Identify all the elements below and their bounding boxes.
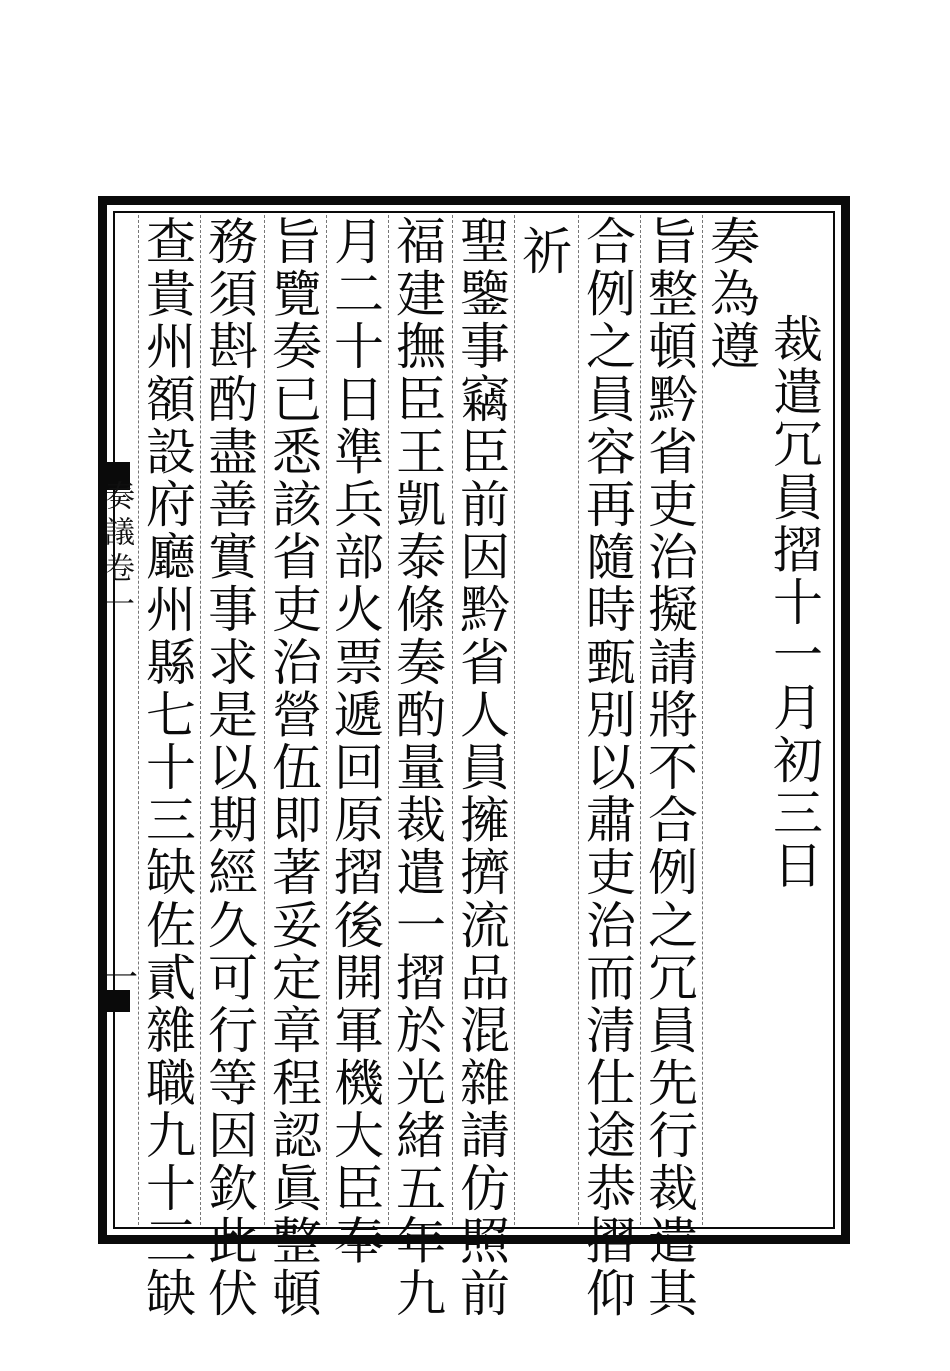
text-column-2 [640,215,702,1320]
column-text: 月二十日準兵部火票遞回原摺後開軍機大臣奉 [326,215,384,1267]
text-column-4 [514,215,578,1225]
text-column-9 [200,215,264,1320]
margin-strip [98,480,134,1020]
column-text: 聖鑒事竊臣前因黔省人員擁擠流品混雜請仿照前 [452,215,510,1320]
column-text: 祈 [514,225,572,278]
column-text: 奏為遵 [702,215,760,373]
column-text: 旨覽奏已悉該省吏治營伍即著妥定章程認眞整頓 [264,215,322,1320]
text-column-8 [264,215,326,1320]
margin-book-title: 奏議卷一 [99,480,134,624]
text-column-7 [326,215,388,1267]
column-text: 查貴州額設府廳州縣七十三缺佐貳雜職九十三缺 [138,215,196,1320]
text-column-6 [388,215,452,1320]
text-column-10 [138,215,200,1320]
text-column-3 [578,215,640,1320]
column-text: 旨整頓黔省吏治擬請將不合例之冗員先行裁遣其 [640,215,698,1320]
column-text: 合例之員容再隨時甄別以肅吏治而清仕途恭摺仰 [578,215,636,1320]
text-column-5 [452,215,514,1320]
column-text: 務須斟酌盡善實事求是以期經久可行等因欽此伏 [200,215,258,1320]
text-column-1 [702,215,766,1225]
document-title: 裁遣冗員摺十一月初三日 [765,313,823,892]
column-text: 福建撫臣王凱泰條奏酌量裁遣一摺於光緒五年九 [388,215,446,1320]
title-column [766,215,830,1225]
folio-number: 一 [104,958,138,998]
